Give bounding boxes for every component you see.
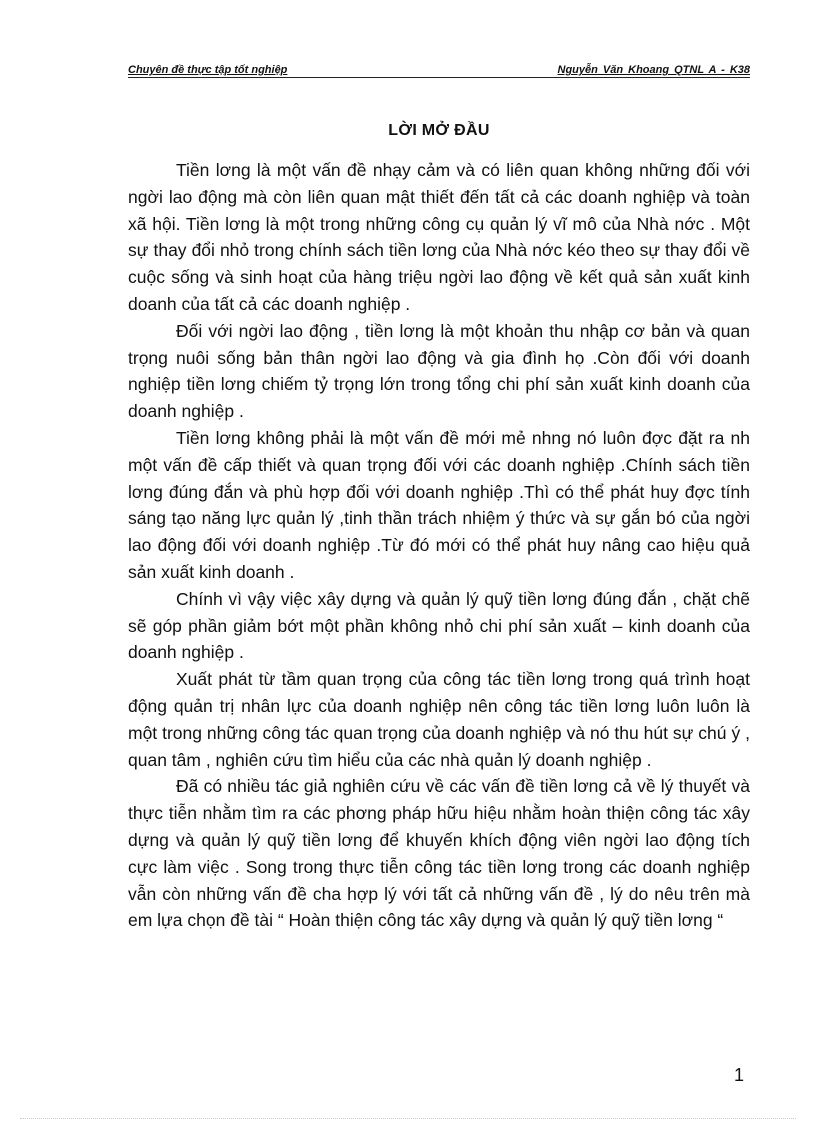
page-header	[128, 64, 750, 78]
paragraph-2: Đối với ngời lao động , tiền lơng là một khoản thu nhập cơ bản và quan trọng nuôi sống bản thân ngời lao động và gia đình họ .Còn đối với doanh nghiệp tiền lơng chiếm tỷ trọng lớn trong tổng chi phí sản xuất kinh doanh của doanh nghiệp .	[128, 320, 750, 422]
header-divider	[128, 77, 750, 78]
paragraph-5: Xuất phát từ tầm quan trọng của công tác tiền lơng trong quá trình hoạt động quản trị nhân lực của doanh nghiệp nên công tác tiền lơng luôn luôn là một trong những công tác quan trọng của doanh nghiệp và nó thu hút sự chú ý , quan tâm , nghiên cứu tìm hiểu của các nhà quản lý doanh nghiệp .	[128, 669, 750, 770]
header-document-type: Chuyên đề thực tập tốt nghiệp	[128, 64, 288, 76]
paragraph-6: Đã có nhiều tác giả nghiên cứu về các vấn đề tiền lơng cả về lý thuyết và thực tiễn nhằm tìm ra các phơng pháp hữu hiệu nhằm hoàn thiện công tác xây dựng và quản lý quỹ tiền lơng để khuyến khích động viên ngời lao động tích cực làm việc . Song trong thực tiễn công tác tiền lơng trong các doanh nghiệp vẫn còn những vấn đề cha hợp lý với tất cả những vấn đề , lý do nêu trên mà em lựa chọn đề tài “ Hoàn thiện công tác xây dựng và quản lý quỹ tiền lơng “	[128, 776, 750, 931]
paragraph-4: Chính vì vậy việc xây dựng và quản lý quỹ tiền lơng đúng đắn , chặt chẽ sẽ góp phần giảm bớt một phần không nhỏ chi phí sản xuất – kinh doanh của doanh nghiệp .	[128, 588, 750, 663]
document-body	[128, 157, 750, 934]
page-title: LỜI MỞ ĐẦU	[388, 122, 490, 139]
paragraph-1: Tiền lơng là một vấn đề nhạy cảm và có liên quan không những đối với ngời lao động mà còn liên quan mật thiết đến tất cả các doanh nghiệp và toàn xã hội. Tiền lơng là một trong những công cụ quản lý vĩ mô của Nhà nớc . Một sự thay đổi nhỏ trong chính sách tiền lơng của Nhà nớc kéo theo sự thay đổi về cuộc sống và sinh hoạt của hàng triệu ngời lao động về kết quả sản xuất kinh doanh của tất cả các doanh nghiệp .	[128, 160, 750, 314]
header-author-class: Nguyễn Văn Khoang QTNL A - K38	[557, 64, 750, 76]
page-number: 1	[734, 1065, 745, 1085]
paragraph-3: Tiền lơng không phải là một vấn đề mới mẻ nhng nó luôn đợc đặt ra nh một vấn đề cấp thiết và quan trọng đối với các doanh nghiệp .Chính sách tiền lơng đúng đắn và phù hợp đối với doanh nghiệp .Thì có thể phát huy đợc tính sáng tạo năng lực quản lý ,tinh thần trách nhiệm ý thức và sự gắn bó của ngời lao động đối với doanh nghiệp .Từ đó mới có thể phát huy nâng cao hiệu quả sản xuất kinh doanh .	[128, 427, 750, 582]
footer-divider	[20, 1118, 796, 1119]
